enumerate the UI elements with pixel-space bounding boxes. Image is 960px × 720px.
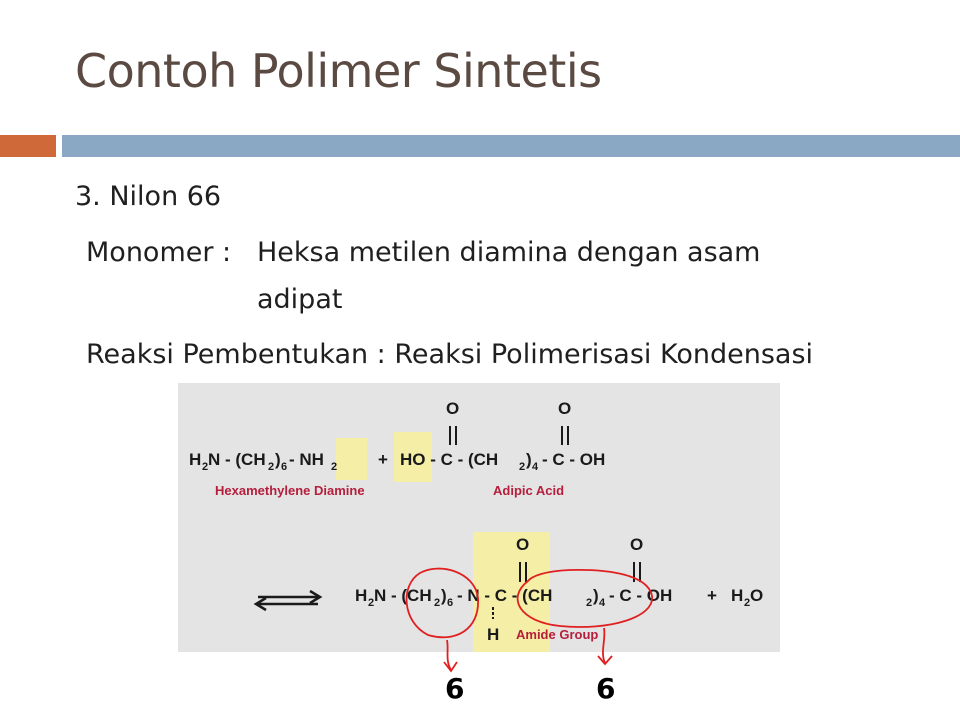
svg-text:O: O xyxy=(446,399,460,418)
svg-text:N - (CH: N - (CH xyxy=(208,450,266,469)
slide-title: Contoh Polimer Sintetis xyxy=(75,44,602,98)
label-adipic-acid: Adipic Acid xyxy=(493,483,565,498)
monomer-value-line1: Heksa metilen diamina dengan asam xyxy=(257,237,761,268)
svg-text:- C - OH: - C - OH xyxy=(542,450,606,469)
reaction-line: Reaksi Pembentukan : Reaksi Polimerisasi Kondensasi xyxy=(86,339,814,370)
svg-text:6: 6 xyxy=(281,461,288,473)
highlight-nh2 xyxy=(336,438,367,480)
svg-text:2: 2 xyxy=(202,461,209,473)
svg-text:2: 2 xyxy=(331,461,338,473)
section-heading: 3. Nilon 66 xyxy=(75,181,222,212)
svg-text:O: O xyxy=(558,399,572,418)
svg-text:2: 2 xyxy=(744,597,751,609)
svg-text:2: 2 xyxy=(586,597,593,609)
label-hexamethylene-diamine: Hexamethylene Diamine xyxy=(215,483,365,498)
equilibrium-arrow-icon xyxy=(256,591,320,610)
svg-text:2: 2 xyxy=(268,461,275,473)
label-amide-group: Amide Group xyxy=(516,627,599,642)
svg-text:- NH: - NH xyxy=(289,450,324,469)
svg-text:H: H xyxy=(487,625,500,644)
svg-text:6: 6 xyxy=(447,597,454,609)
plus-sign: + xyxy=(378,450,388,469)
svg-text:2: 2 xyxy=(434,597,441,609)
monomer-label: Monomer : xyxy=(86,237,232,268)
reactant-diamine-formula xyxy=(189,450,337,473)
svg-text:O: O xyxy=(516,535,530,554)
annotation-number-left: 6 xyxy=(445,672,465,705)
annotation-number-right: 6 xyxy=(596,672,616,705)
svg-text:HO - C - (CH: HO - C - (CH xyxy=(400,450,499,469)
svg-text:H: H xyxy=(355,586,368,605)
annotation-arrow-left-icon xyxy=(444,640,457,671)
svg-text:2: 2 xyxy=(368,597,375,609)
svg-text:H: H xyxy=(189,450,202,469)
svg-text:): ) xyxy=(593,586,599,605)
svg-text:4: 4 xyxy=(532,461,539,473)
svg-text:- C - OH: - C - OH xyxy=(609,586,673,605)
svg-text:): ) xyxy=(275,450,281,469)
svg-text:O: O xyxy=(630,535,644,554)
svg-text:+: + xyxy=(707,586,717,605)
svg-text:): ) xyxy=(441,586,447,605)
svg-text:): ) xyxy=(526,450,532,469)
monomer-value-line2: adipat xyxy=(257,284,343,315)
svg-text:- N - C - (CH: - N - C - (CH xyxy=(457,586,553,605)
svg-text:H: H xyxy=(731,586,744,605)
svg-text:2: 2 xyxy=(519,461,526,473)
svg-text:N - (CH: N - (CH xyxy=(374,586,432,605)
svg-text:4: 4 xyxy=(599,597,606,609)
svg-text:O: O xyxy=(750,586,764,605)
annotation-arrow-right-icon xyxy=(598,628,612,664)
